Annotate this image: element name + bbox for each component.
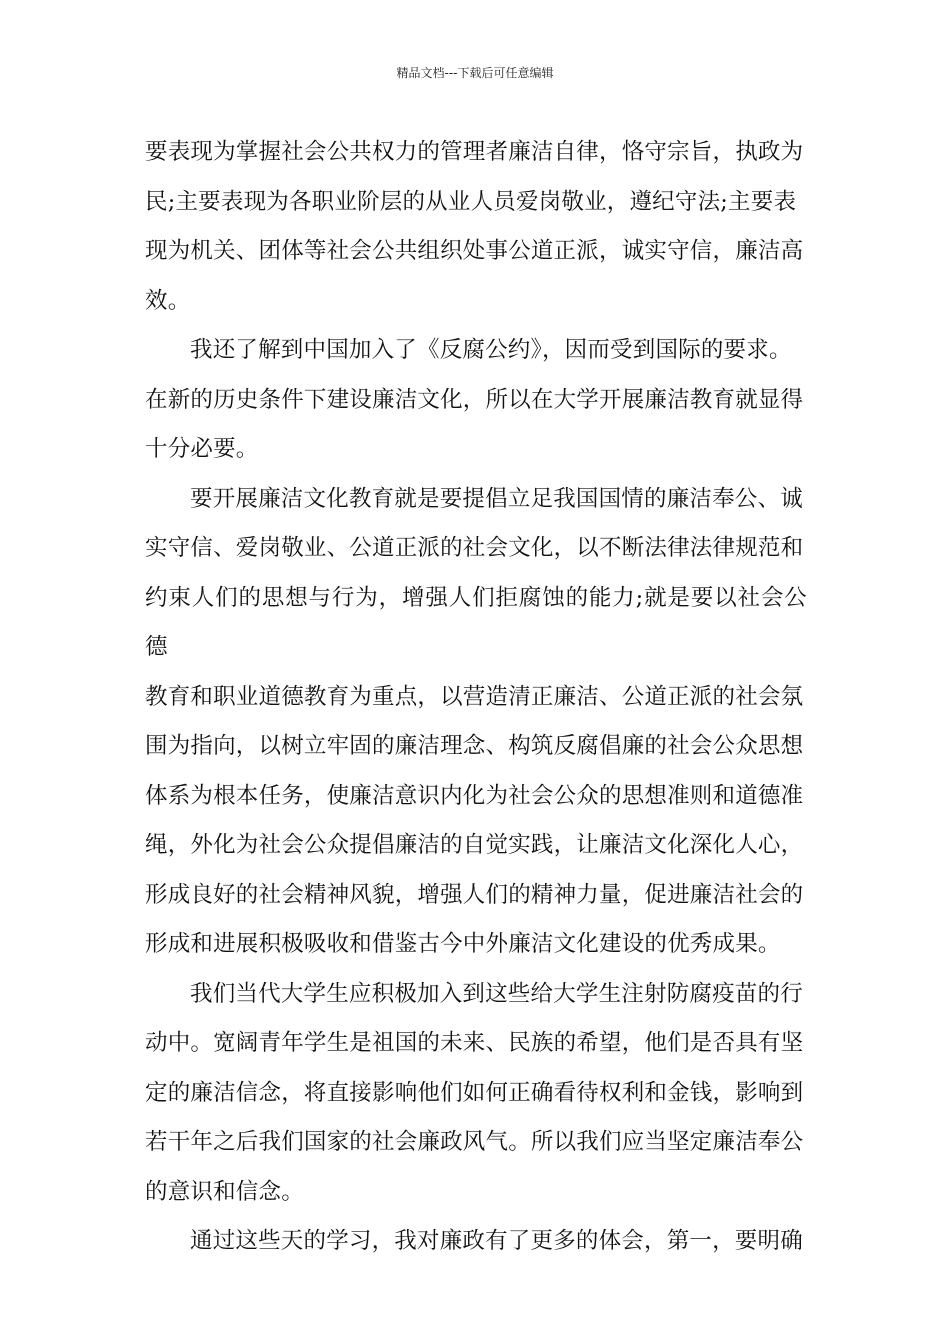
document-body bbox=[145, 128, 807, 1267]
text-line: 我还了解到中国加入了《反腐公约》，因而受到国际的要求。 bbox=[190, 337, 792, 363]
text-line: 围为指向，以树立牢固的廉洁理念、构筑反腐倡廉的社会公众思想 bbox=[145, 733, 804, 759]
text-line: 要开展廉洁文化教育就是要提倡立足我国国情的廉洁奉公、诚 bbox=[190, 485, 803, 512]
text-line: 实守信、爱岗敬业、公道正派的社会文化，以不断法律法律规范和 bbox=[145, 535, 804, 561]
page-header: 精品文档---下载后可任意编辑 bbox=[396, 66, 554, 80]
paragraph-4 bbox=[145, 970, 807, 1218]
text-line: 效。 bbox=[145, 287, 191, 314]
text-line: 约束人们的思想与行为，增强人们拒腐蚀的能力;就是要以社会公德 bbox=[145, 584, 807, 660]
text-line: 民;主要表现为各职业阶层的从业人员爱岗敬业，遵纪守法;主要表 bbox=[145, 188, 797, 215]
text-line: 形成和进展积极吸收和借鉴古今中外廉洁文化建设的优秀成果。 bbox=[145, 931, 781, 957]
text-line: 体系为根本任务，使廉洁意识内化为社会公众的思想准则和道德准 bbox=[145, 782, 804, 809]
text-line: 我们当代大学生应积极加入到这些给大学生注射防腐疫苗的行 bbox=[190, 980, 803, 1007]
text-line: 通过这些天的学习，我对廉政有了更多的体会，第一，要明确 bbox=[190, 1228, 803, 1254]
text-line: 的意识和信念。 bbox=[145, 1178, 304, 1205]
text-line: 在新的历史条件下建设廉洁文化，所以在大学开展廉洁教育就显得 bbox=[145, 386, 804, 413]
text-line: 定的廉洁信念，将直接影响他们如何正确看待权利和金钱，影响到 bbox=[145, 1079, 804, 1106]
text-line: 十分必要。 bbox=[145, 436, 259, 462]
paragraph-1 bbox=[145, 128, 807, 326]
text-line: 教育和职业道德教育为重点，以营造清正廉洁、公道正派的社会氛 bbox=[145, 683, 804, 710]
text-line: 要表现为掌握社会公共权力的管理者廉洁自律，恪守宗旨，执政为 bbox=[145, 139, 804, 165]
text-line: 形成良好的社会精神风貌，增强人们的精神力量，促进廉洁社会的 bbox=[145, 881, 804, 908]
paragraph-3 bbox=[145, 475, 807, 970]
text-line: 绳，外化为社会公众提倡廉洁的自觉实践，让廉洁文化深化人心， bbox=[145, 832, 804, 858]
text-line: 动中。宽阔青年学生是祖国的未来、民族的希望，他们是否具有坚 bbox=[145, 1030, 804, 1056]
paragraph-5 bbox=[145, 1217, 807, 1267]
text-line: 若干年之后我们国家的社会廉政风气。所以我们应当坚定廉洁奉公 bbox=[145, 1129, 804, 1155]
paragraph-2 bbox=[145, 326, 807, 475]
text-line: 现为机关、团体等社会公共组织处事公道正派，诚实守信，廉洁高 bbox=[145, 238, 804, 264]
